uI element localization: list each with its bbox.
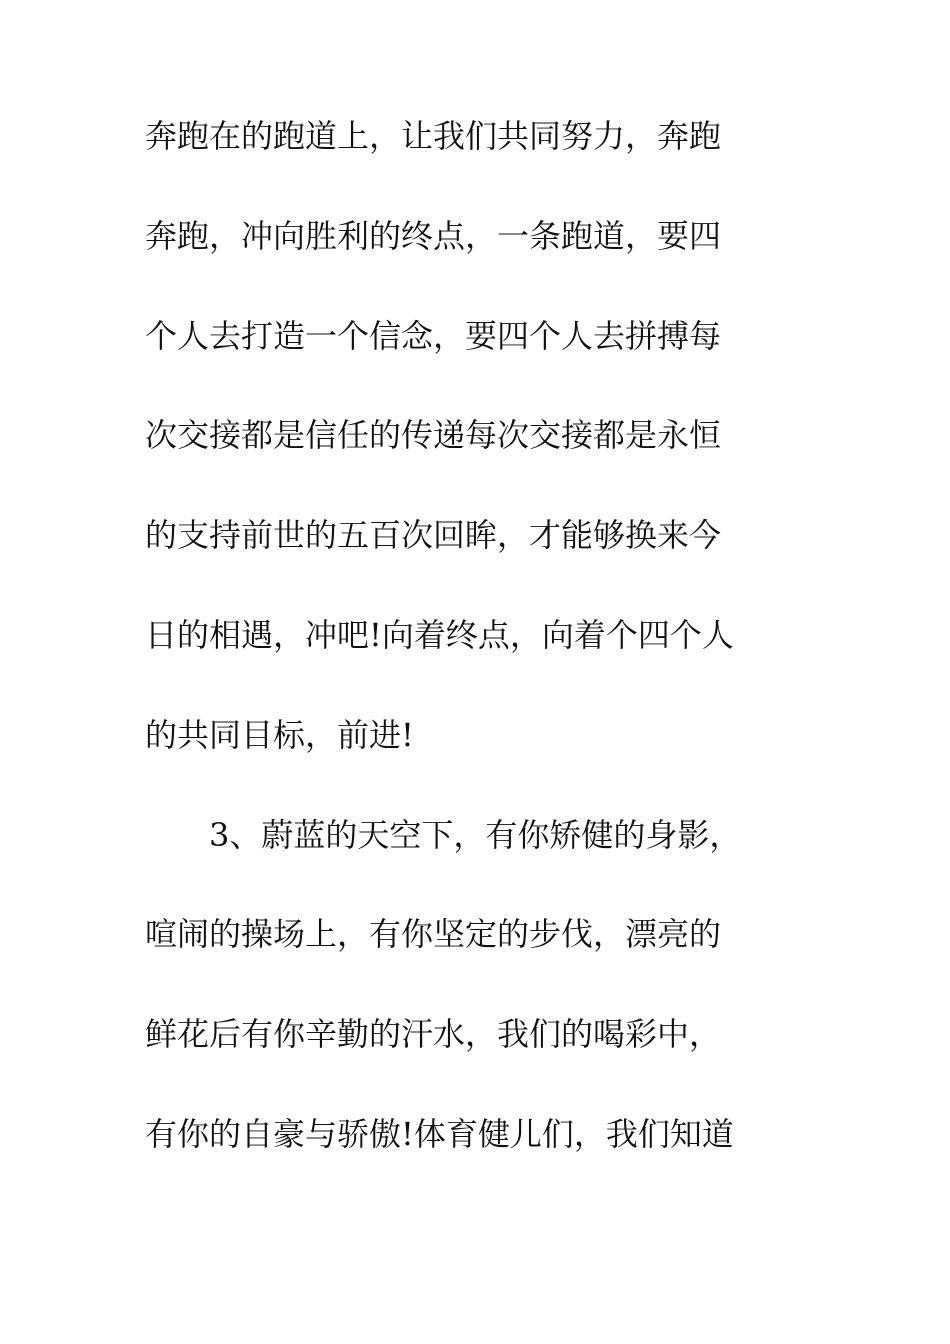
text-line: 喧闹的操场上，有你坚定的步伐，漂亮的	[145, 915, 722, 954]
text-line: 有你的自豪与骄傲!体育健儿们，我们知道	[145, 1114, 734, 1153]
document-body	[145, 117, 825, 1218]
text-line: 日的相遇，冲吧!向着终点，向着个四个人	[145, 615, 734, 654]
text-line: 次交接都是信任的传递每次交接都是永恒	[145, 416, 722, 455]
text-line: 奔跑，冲向胜利的终点，一条跑道，要四	[145, 216, 722, 255]
paragraph-start-line: 3、蔚蓝的天空下，有你矫健的身影，	[209, 815, 742, 854]
text-line: 奔跑在的跑道上，让我们共同努力，奔跑	[145, 117, 722, 155]
text-line: 的共同目标，前进!	[145, 715, 414, 754]
text-line: 的支持前世的五百次回眸，才能够换来今	[145, 516, 722, 555]
text-line: 鲜花后有你辛勤的汗水，我们的喝彩中，	[145, 1015, 722, 1054]
text-line: 个人去打造一个信念，要四个人去拼搏每	[145, 316, 722, 355]
